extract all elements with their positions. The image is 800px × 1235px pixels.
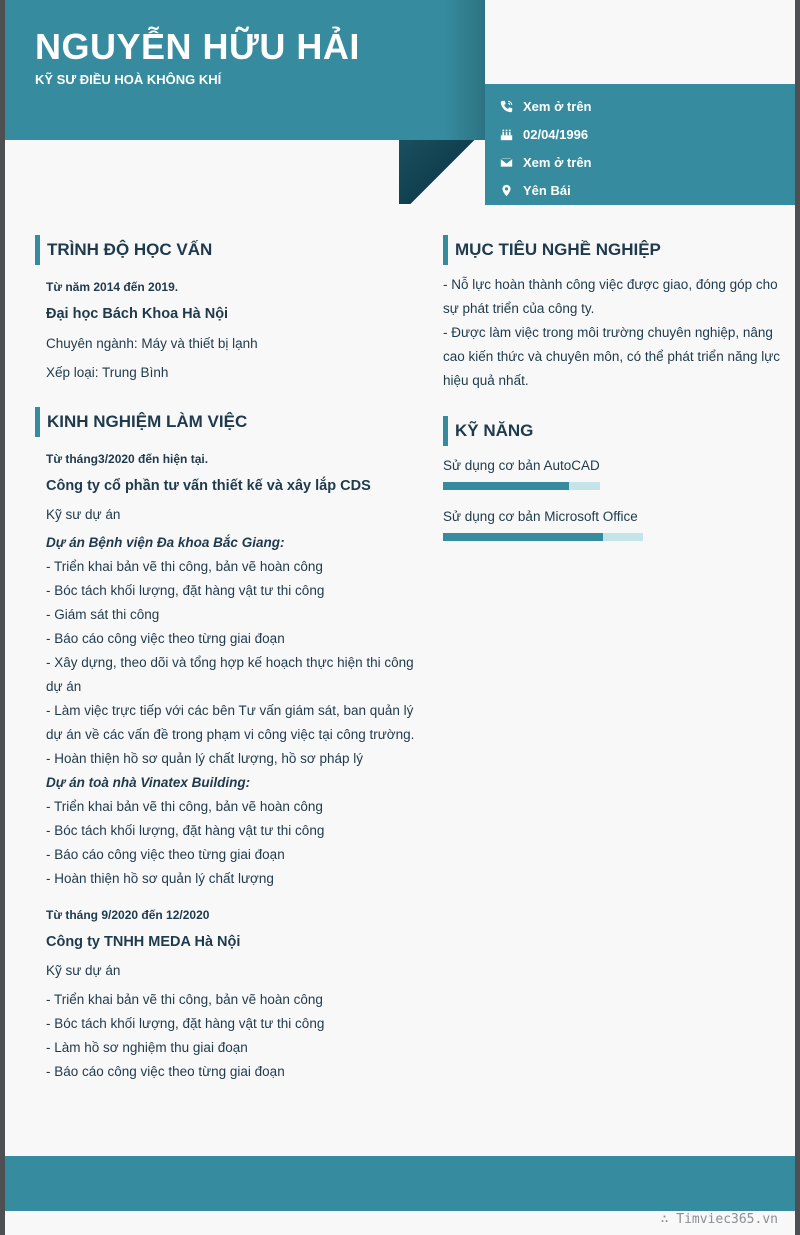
project-name: Dự án toà nhà Vinatex Building: — [46, 775, 251, 790]
list-item: - Xây dựng, theo dõi và tổng hợp kế hoạch thực hiện thi công dự án — [46, 655, 414, 694]
header-shadow — [445, 0, 485, 140]
list-item: - Triển khai bản vẽ thi công, bản vẽ hoàn công — [46, 799, 323, 814]
job-role: Kỹ sư dự án — [46, 507, 121, 522]
skill-bar-fill — [443, 533, 603, 541]
footer-band — [5, 1156, 795, 1211]
right-column — [443, 235, 783, 541]
list-item: - Báo cáo công việc theo từng giai đoạn — [46, 847, 285, 862]
contact-birthday-text: 02/04/1996 — [523, 126, 589, 142]
list-item: - Báo cáo công việc theo từng giai đoạn — [46, 1064, 285, 1079]
objective-section — [443, 273, 783, 393]
job-company: Công ty TNHH MEDA Hà Nội — [46, 934, 241, 950]
list-item: - Triển khai bản vẽ thi công, bản vẽ hoàn công — [46, 992, 323, 1007]
objective-line: - Nỗ lực hoàn thành công việc được giao, đóng góp cho sự phát triển của công ty. — [443, 277, 778, 316]
section-title-education: TRÌNH ĐỘ HỌC VẤN — [35, 235, 415, 265]
skill-name: Sử dụng cơ bản Microsoft Office — [443, 509, 638, 524]
skill-name: Sử dụng cơ bản AutoCAD — [443, 458, 600, 473]
contact-panel — [485, 84, 795, 205]
skill-bar — [443, 533, 643, 541]
header-band — [5, 0, 485, 140]
map-marker-icon — [499, 183, 513, 197]
education-grade: Xếp loại: Trung Bình — [46, 365, 169, 380]
education-major: Chuyên ngành: Máy và thiết bị lạnh — [46, 336, 258, 351]
section-title-objective: MỤC TIÊU NGHỀ NGHIỆP — [443, 235, 783, 265]
list-item: - Hoàn thiện hồ sơ quản lý chất lượng — [46, 871, 274, 886]
list-item: - Bóc tách khối lượng, đặt hàng vật tư thi công — [46, 823, 325, 838]
job-period: Từ tháng 9/2020 đến 12/2020 — [46, 908, 210, 922]
phone-icon — [499, 99, 513, 113]
list-item: - Bóc tách khối lượng, đặt hàng vật tư thi công — [46, 583, 325, 598]
project-name: Dự án Bệnh viện Đa khoa Bắc Giang: — [46, 535, 285, 550]
watermark: ∴ Timviec365.vn — [660, 1212, 778, 1227]
left-column — [35, 235, 415, 1084]
list-item: - Triển khai bản vẽ thi công, bản vẽ hoàn công — [46, 559, 323, 574]
list-item: - Giám sát thi công — [46, 607, 160, 622]
list-item: - Làm việc trực tiếp với các bên Tư vấn giám sát, ban quản lý dự án về các vấn đề trong phạm vi công việc tại công trường. — [46, 703, 415, 742]
contact-birthday — [485, 120, 795, 148]
list-item: - Báo cáo công việc theo từng giai đoạn — [46, 631, 285, 646]
header-ribbon-fold — [399, 140, 485, 204]
contact-address — [485, 176, 795, 204]
contact-email-text: Xem ở trên — [523, 154, 592, 170]
section-title-experience: KINH NGHIỆM LÀM VIỆC — [35, 407, 415, 437]
skill-bar-fill — [443, 482, 569, 490]
contact-phone — [485, 92, 795, 120]
envelope-icon — [499, 155, 513, 169]
experience-section — [35, 452, 415, 1084]
skills-section — [443, 458, 783, 541]
contact-phone-text: Xem ở trên — [523, 98, 592, 114]
contact-address-text: Yên Bái — [523, 182, 571, 198]
birthday-cake-icon — [499, 127, 513, 141]
list-item: - Bóc tách khối lượng, đặt hàng vật tư thi công — [46, 1016, 325, 1031]
cv-page — [5, 0, 795, 1235]
education-period: Từ năm 2014 đến 2019. — [46, 280, 179, 294]
education-school: Đại học Bách Khoa Hà Nội — [46, 306, 229, 322]
list-item: - Hoàn thiện hồ sơ quản lý chất lượng, hồ sơ pháp lý — [46, 751, 364, 766]
contact-email — [485, 148, 795, 176]
job-company: Công ty cổ phần tư vấn thiết kế và xây lắp CDS — [46, 478, 371, 494]
candidate-name: NGUYỄN HỮU HẢI — [35, 26, 360, 67]
section-title-skills: KỸ NĂNG — [443, 416, 783, 446]
skill-bar — [443, 482, 600, 490]
job-period: Từ tháng3/2020 đến hiện tại. — [46, 452, 209, 466]
job-title: KỸ SƯ ĐIỀU HOÀ KHÔNG KHÍ — [35, 72, 222, 87]
objective-line: - Được làm việc trong môi trường chuyên nghiệp, nâng cao kiến thức và chuyên môn, có thể phát triển năng lực hiệu quả nhất. — [443, 325, 781, 388]
education-section — [35, 280, 415, 385]
list-item: - Làm hồ sơ nghiệm thu giai đoạn — [46, 1040, 248, 1055]
job-role: Kỹ sư dự án — [46, 963, 121, 978]
